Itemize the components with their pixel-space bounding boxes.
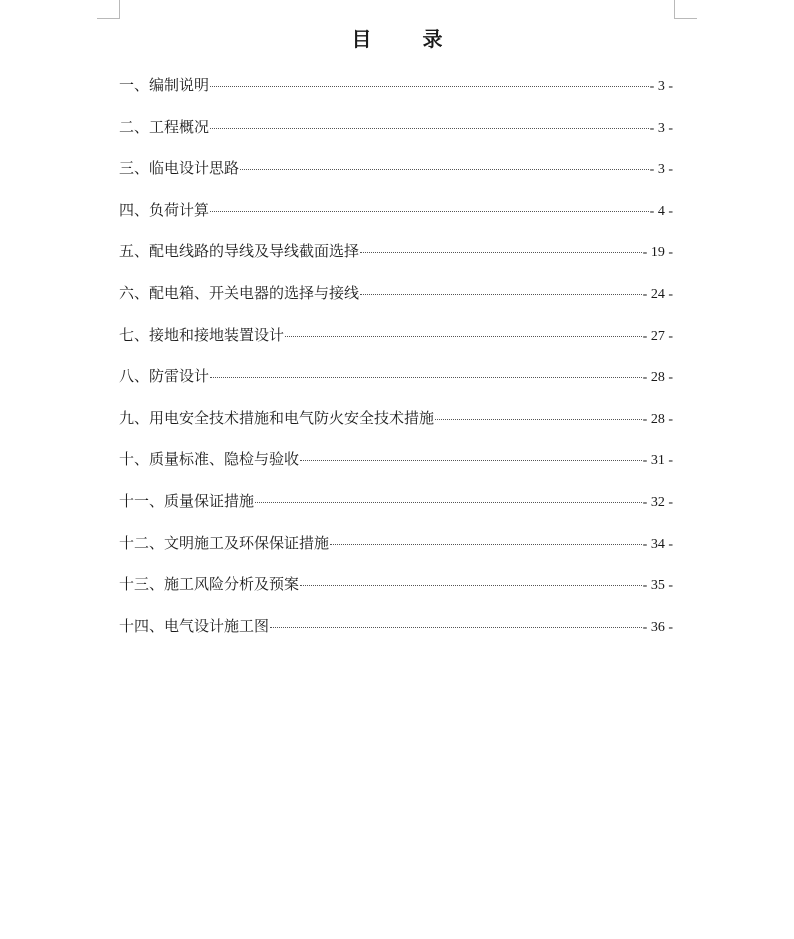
toc-entry-page-number: - 31 - xyxy=(642,453,673,469)
toc-entry-label: 七、接地和接地装置设计 xyxy=(119,325,285,344)
toc-dot-leader xyxy=(240,169,649,170)
toc-entry-label: 六、配电箱、开关电器的选择与接线 xyxy=(119,283,360,302)
toc-entry[interactable] xyxy=(119,240,673,282)
toc-dot-leader xyxy=(300,585,642,586)
toc-dot-leader xyxy=(210,377,642,378)
toc-entry[interactable] xyxy=(119,448,673,490)
toc-entry-label: 四、负荷计算 xyxy=(119,200,210,219)
toc-dot-leader xyxy=(360,252,642,253)
toc-entry[interactable] xyxy=(119,365,673,407)
toc-dot-leader xyxy=(285,336,642,337)
toc-dot-leader xyxy=(210,86,649,87)
table-of-contents xyxy=(119,74,673,656)
toc-entry-page-number: - 28 - xyxy=(642,411,673,427)
toc-dot-leader xyxy=(255,502,642,503)
toc-entry-page-number: - 35 - xyxy=(642,578,673,594)
toc-entry-page-number: - 3 - xyxy=(649,162,673,178)
toc-entry-page-number: - 36 - xyxy=(642,619,673,635)
toc-dot-leader xyxy=(270,627,642,628)
toc-entry-label: 十、质量标准、隐检与验收 xyxy=(119,450,300,469)
toc-entry-label: 十二、文明施工及环保保证措施 xyxy=(119,533,330,552)
toc-entry[interactable] xyxy=(119,532,673,574)
toc-entry[interactable] xyxy=(119,573,673,615)
toc-entry-label: 五、配电线路的导线及导线截面选择 xyxy=(119,242,360,261)
toc-entry-page-number: - 19 - xyxy=(642,245,673,261)
toc-entry[interactable] xyxy=(119,490,673,532)
toc-entry-label: 十三、施工风险分析及预案 xyxy=(119,575,300,594)
toc-entry-page-number: - 32 - xyxy=(642,494,673,510)
toc-dot-leader xyxy=(210,211,649,212)
toc-entry-label: 十一、质量保证措施 xyxy=(119,491,255,510)
toc-entry[interactable] xyxy=(119,116,673,158)
toc-entry-page-number: - 24 - xyxy=(642,286,673,302)
toc-dot-leader xyxy=(330,544,642,545)
toc-entry-label: 十四、电气设计施工图 xyxy=(119,616,270,635)
toc-entry-label: 三、临电设计思路 xyxy=(119,159,240,178)
toc-entry-page-number: - 4 - xyxy=(649,203,673,219)
toc-entry[interactable] xyxy=(119,157,673,199)
toc-dot-leader xyxy=(360,294,642,295)
toc-entry-label: 二、工程概况 xyxy=(119,117,210,136)
toc-entry-page-number: - 28 - xyxy=(642,370,673,386)
crop-mark-top-left xyxy=(97,0,120,19)
toc-dot-leader xyxy=(210,128,649,129)
toc-entry[interactable] xyxy=(119,615,673,657)
toc-entry[interactable] xyxy=(119,282,673,324)
toc-entry-label: 一、编制说明 xyxy=(119,76,210,94)
toc-entry-label: 八、防雷设计 xyxy=(119,367,210,386)
toc-entry[interactable] xyxy=(119,407,673,449)
toc-entry[interactable] xyxy=(119,199,673,241)
toc-entry[interactable] xyxy=(119,74,673,116)
toc-entry[interactable] xyxy=(119,324,673,366)
toc-title: 目 录 xyxy=(351,27,465,51)
toc-entry-page-number: - 3 - xyxy=(649,79,673,94)
toc-entry-page-number: - 27 - xyxy=(642,328,673,344)
toc-entry-page-number: - 3 - xyxy=(649,120,673,136)
crop-mark-top-right xyxy=(674,0,697,19)
toc-dot-leader xyxy=(435,419,642,420)
toc-entry-page-number: - 34 - xyxy=(642,536,673,552)
toc-dot-leader xyxy=(300,460,642,461)
toc-entry-label: 九、用电安全技术措施和电气防火安全技术措施 xyxy=(119,408,435,427)
